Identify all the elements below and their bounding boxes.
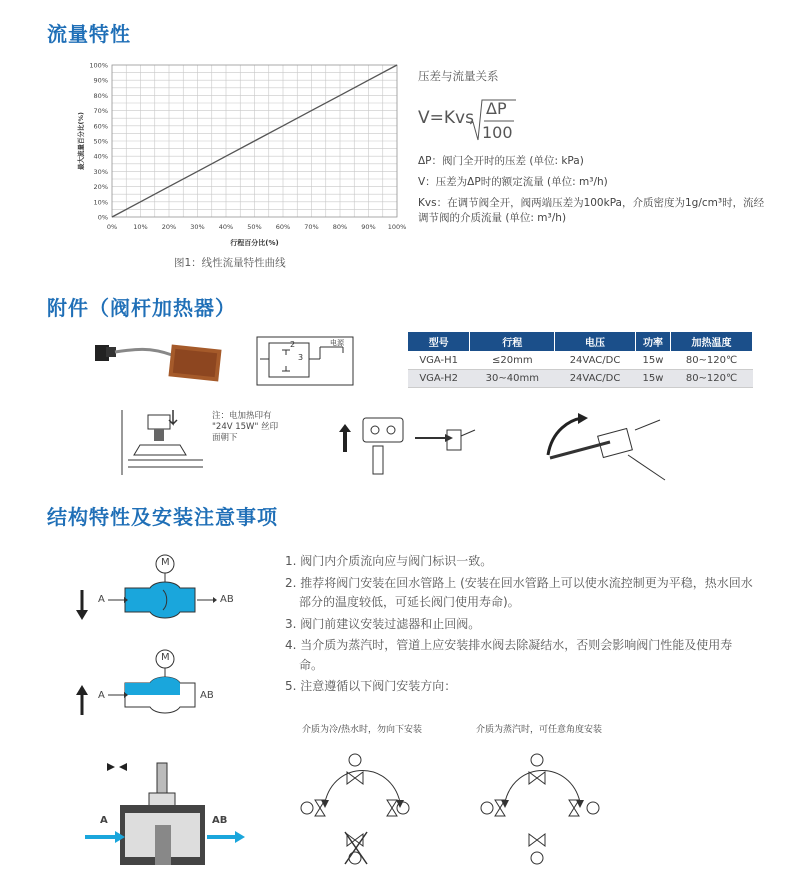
section-label-ab: AB [212, 815, 228, 826]
y-tick-label: 40% [93, 152, 108, 161]
orientation-steam-diagram [475, 740, 610, 875]
heater-clip-sketch [540, 410, 670, 485]
chart-caption: 图1：线性流量特性曲线 [174, 257, 286, 269]
heater-note-line: "24V 15W" 丝印 [212, 422, 279, 432]
formula-def-dp: ΔP：阀门全开时的压差 (单位: kPa) [418, 155, 584, 167]
formula-denominator: 100 [482, 123, 513, 142]
table-cell: 30~40mm [470, 370, 555, 388]
heater-spec-table [407, 331, 753, 388]
formula-def-kvs-1: Kvs：在调节阀全开，阀两端压差为100kPa，介质密度为1g/cm³时，流经 [418, 197, 765, 209]
x-tick-label: 80% [332, 223, 348, 231]
heater-install-sketch [118, 405, 213, 480]
orientation-water-label: 介质为冷/热水时，勿向下安装 [302, 725, 423, 735]
table-cell: 15w [635, 370, 670, 388]
x-tick-label: 30% [190, 223, 205, 231]
y-axis-label: 最大流量百分比(%) [77, 112, 85, 170]
valve2-label-a: A [98, 690, 105, 701]
x-tick-label: 50% [247, 223, 262, 231]
x-tick-label: 90% [361, 223, 376, 231]
table-cell: 24VAC/DC [555, 370, 636, 388]
formula-numerator: ΔP [486, 99, 507, 118]
table-cell: VGA-H2 [408, 370, 470, 388]
list-item: 1. 阀门内介质流向应与阀门标识一致。 [285, 554, 493, 568]
formula-def-v: V：压差为ΔP时的额定流量 (单位: m³/h) [418, 176, 608, 188]
table-cell: 80~120℃ [671, 352, 753, 370]
y-tick-label: 80% [93, 91, 108, 100]
valve1-label-m: M [161, 557, 170, 568]
section-title-structure: 结构特性及安装注意事项 [47, 505, 278, 529]
table-header: 型号 [408, 332, 470, 352]
heater-image [90, 335, 230, 390]
y-tick-label: 0% [97, 213, 108, 222]
table-header: 行程 [470, 332, 555, 352]
y-tick-label: 70% [93, 107, 108, 116]
heater-note [212, 411, 278, 444]
y-tick-label: 100% [89, 61, 108, 70]
heater-note-line: 注：电加热印有 [212, 411, 272, 421]
formula-lhs: V=Kvs [418, 108, 474, 128]
table-cell: 15w [635, 352, 670, 370]
table-header-row [408, 332, 753, 352]
heater-mount-sketch [335, 410, 480, 480]
x-axis-label: 行程百分比(%) [230, 239, 279, 247]
orientation-water-diagram [295, 740, 430, 875]
valve1-label-ab: AB [220, 594, 234, 605]
y-tick-label: 10% [93, 198, 108, 207]
formula-title: 压差与流量关系 [418, 69, 499, 83]
table-header: 功率 [635, 332, 670, 352]
x-tick-label: 40% [218, 223, 234, 231]
section-title-flow: 流量特性 [47, 22, 131, 46]
table-row [408, 370, 753, 388]
x-tick-label: 20% [161, 223, 177, 231]
heater-note-line: 面朝下 [212, 433, 238, 443]
section-title-accessory: 附件（阀杆加热器） [47, 296, 236, 320]
table-header: 电压 [555, 332, 636, 352]
x-tick-label: 60% [275, 223, 291, 231]
y-tick-label: 60% [93, 122, 108, 131]
list-item: 4. 当介质为蒸汽时，管道上应安装排水阀去除凝结水，否则会影响阀门性能及使用寿命。 [285, 638, 733, 672]
y-tick-label: 20% [93, 183, 108, 192]
list-item: 3. 阀门前建议安装过滤器和止回阀。 [285, 616, 481, 631]
valve-flow-up-diagram [70, 645, 250, 720]
table-header: 加热温度 [671, 332, 753, 352]
table-cell: VGA-H1 [408, 352, 470, 370]
x-tick-label: 100% [387, 223, 407, 231]
table-row [408, 352, 753, 370]
x-tick-label: 10% [133, 223, 148, 231]
valve1-label-a: A [98, 594, 105, 605]
table-cell: 80~120℃ [671, 370, 753, 388]
y-tick-label: 50% [93, 137, 108, 146]
y-tick-label: 30% [93, 167, 108, 176]
table-cell: 24VAC/DC [555, 352, 636, 370]
valve-flow-down-diagram [70, 550, 250, 625]
flow-chart [70, 55, 410, 255]
valve2-label-m: M [161, 652, 170, 663]
wiring-power-label: 电源 [330, 339, 344, 347]
section-label-a: A [100, 815, 108, 826]
orientation-steam-label: 介质为蒸汽时，可任意角度安装 [476, 725, 603, 735]
formula-def-kvs-2: 调节阀的介质流量 (单位: m³/h) [418, 212, 567, 224]
list-item: 5. 注意遵循以下阀门安装方向： [285, 679, 457, 693]
installation-notes [285, 552, 755, 699]
valve2-label-ab: AB [200, 690, 214, 701]
wiring-pin3: 3 [298, 353, 304, 362]
list-item: 2. 推荐将阀门安装在回水管路上 (安装在回水管路上可以使水流控制更为平稳，热水回水部分的温度较低，可延长阀门使用寿命)。 [285, 575, 753, 609]
y-tick-label: 90% [93, 76, 108, 85]
x-tick-label: 0% [106, 223, 118, 231]
table-cell: ≤20mm [470, 352, 555, 370]
wiring-pin2: 2 [290, 340, 296, 349]
x-tick-label: 70% [304, 223, 319, 231]
